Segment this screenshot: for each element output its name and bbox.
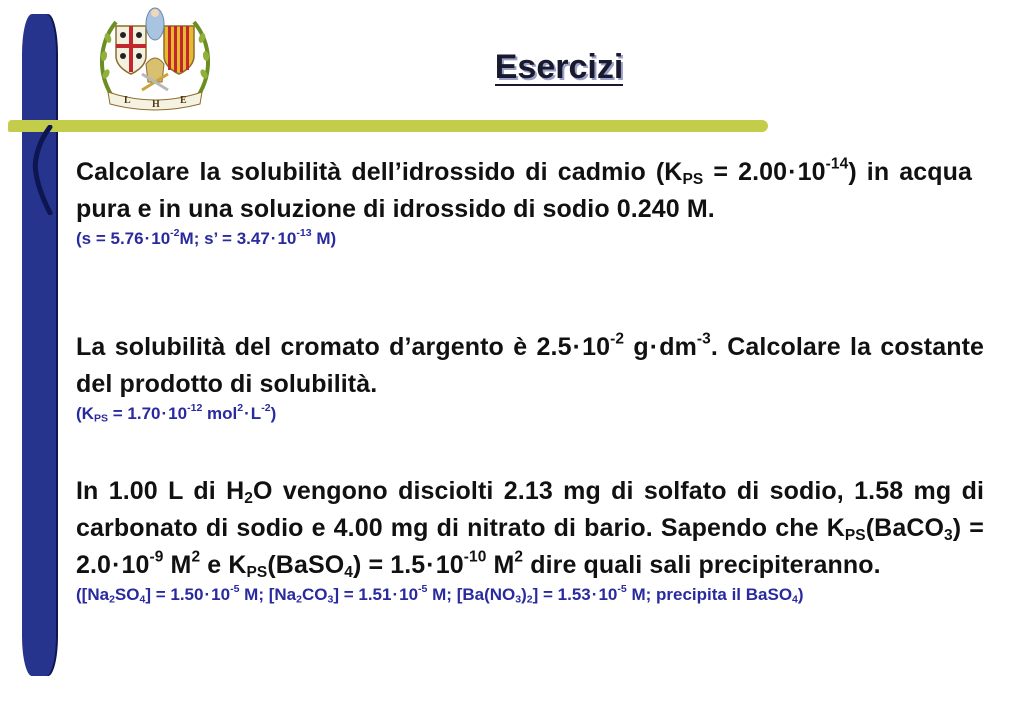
superscript: -14 [825,155,849,173]
text-run: La solubilità del cromato d’argento è 2.5 [76,333,572,361]
text-run: dm [659,333,697,361]
text-run: M; precipita il BaSO [626,585,793,604]
text-run: g [624,333,649,361]
superscript: -3 [696,330,711,348]
text-run: O vengono disciolti 2.13 mg di solfato di sodio, 1.58 mg di carbonato di sodio e 4.00 mg di nitrato di bario. Sapendo che K [76,477,984,542]
exercise-2-question [76,329,984,403]
text-run: M; s’ = 3.47 [179,229,270,248]
exercise-1 [76,154,972,250]
text-run: ] = 1.50 [145,585,204,604]
subscript: PS [682,170,704,188]
superscript: 2 [237,402,244,415]
text-run: Calcolare la solubilità dell’idrossido di cadmio (K [76,158,683,186]
exercise-2 [76,329,984,425]
text-run: ] = 1.51 [333,585,392,604]
text-run: M) [311,229,337,248]
superscript: -5 [617,583,627,596]
subscript: PS [246,563,268,581]
text-run: (s = 5.76 [76,229,144,248]
text-run: 10 [435,551,464,579]
text-run: ([Na [76,585,110,604]
multiplication-dot: · [112,551,121,579]
text-run: SO [114,585,140,604]
multiplication-dot: · [572,333,582,361]
text-run: ) [270,404,277,423]
text-run: 10 [151,229,171,248]
superscript: -9 [149,548,164,566]
text-run: 10 [582,333,611,361]
subscript: 2 [296,593,302,606]
exercise-3-question [76,473,984,584]
slide-title: Esercizi [494,48,624,86]
multiplication-dot: · [649,333,659,361]
text-run: ) [521,585,527,604]
text-run: M; [Na [239,585,297,604]
text-run: CO [301,585,328,604]
superscript: -10 [463,548,487,566]
text-run: 10 [211,585,231,604]
exercise-1-answer [76,228,972,250]
multiplication-dot: · [204,585,211,604]
subscript: PS [844,526,866,544]
text-run: ) in acqua pura e in una soluzione di idrossido di sodio 0.240 M. [76,158,972,223]
text-run: In 1.00 L di H [76,477,245,505]
multiplication-dot: · [144,229,151,248]
superscript: -2 [610,330,625,348]
subscript: 3 [327,593,334,606]
superscript: -12 [187,402,203,415]
text-run: 10 [121,551,150,579]
text-run: L [250,404,262,423]
multiplication-dot: · [788,158,797,186]
multiplication-dot: · [270,229,277,248]
crest-letter-e: E [180,95,187,106]
multiplication-dot: · [426,551,435,579]
text-run: M [163,551,192,579]
superscript: -5 [418,583,428,596]
text-run: 10 [797,158,826,186]
text-run: M; [Ba(NO [427,585,516,604]
exercise-1-question [76,154,972,228]
left-decorative-bar [22,14,56,676]
text-run: 10 [168,404,188,423]
slide-title-wrapper [0,48,1023,87]
text-run: . Calcolare la costante del prodotto di solubilità. [76,333,985,398]
text-run: 10 [277,229,297,248]
bracket-ornament-icon [30,125,54,215]
subscript: 2 [109,593,115,606]
crest-letter-l: L [124,95,131,106]
subscript: 3 [944,526,953,544]
subscript: 2 [244,489,254,507]
text-run: (BaCO [865,514,945,542]
text-run: ) = 1.5 [353,551,426,579]
subscript: 4 [344,563,353,581]
subscript: 2 [526,593,533,606]
multiplication-dot: · [161,404,168,423]
text-run: 10 [399,585,419,604]
text-run: (BaSO [267,551,345,579]
text-run: 10 [598,585,618,604]
text-run: mol [202,404,238,423]
superscript: -5 [230,583,240,596]
text-run: (K [76,404,94,423]
text-run: M [486,551,515,579]
multiplication-dot: · [392,585,399,604]
superscript: -2 [261,402,271,415]
accent-bar [8,120,768,132]
text-run: = 1.70 [108,404,161,423]
text-run: = 2.00 [703,158,788,186]
text-run: ) = 2.0 [76,514,984,579]
text-run: dire quali sali precipiteranno. [523,551,881,579]
subscript: 3 [515,593,522,606]
multiplication-dot: · [591,585,598,604]
subscript: PS [93,412,109,425]
superscript: -2 [170,227,180,240]
multiplication-dot: · [244,404,250,423]
superscript: 2 [514,548,524,566]
exercise-3-answer [76,584,984,606]
text-run: ] = 1.53 [532,585,591,604]
crest-letter-h: H [152,99,160,110]
subscript: 4 [792,593,798,606]
exercise-2-answer [76,403,984,425]
text-run: ) [797,585,804,604]
superscript: -13 [296,227,312,240]
text-run: e K [200,551,247,579]
subscript: 4 [139,593,146,606]
superscript: 2 [191,548,201,566]
exercise-3 [76,473,984,606]
